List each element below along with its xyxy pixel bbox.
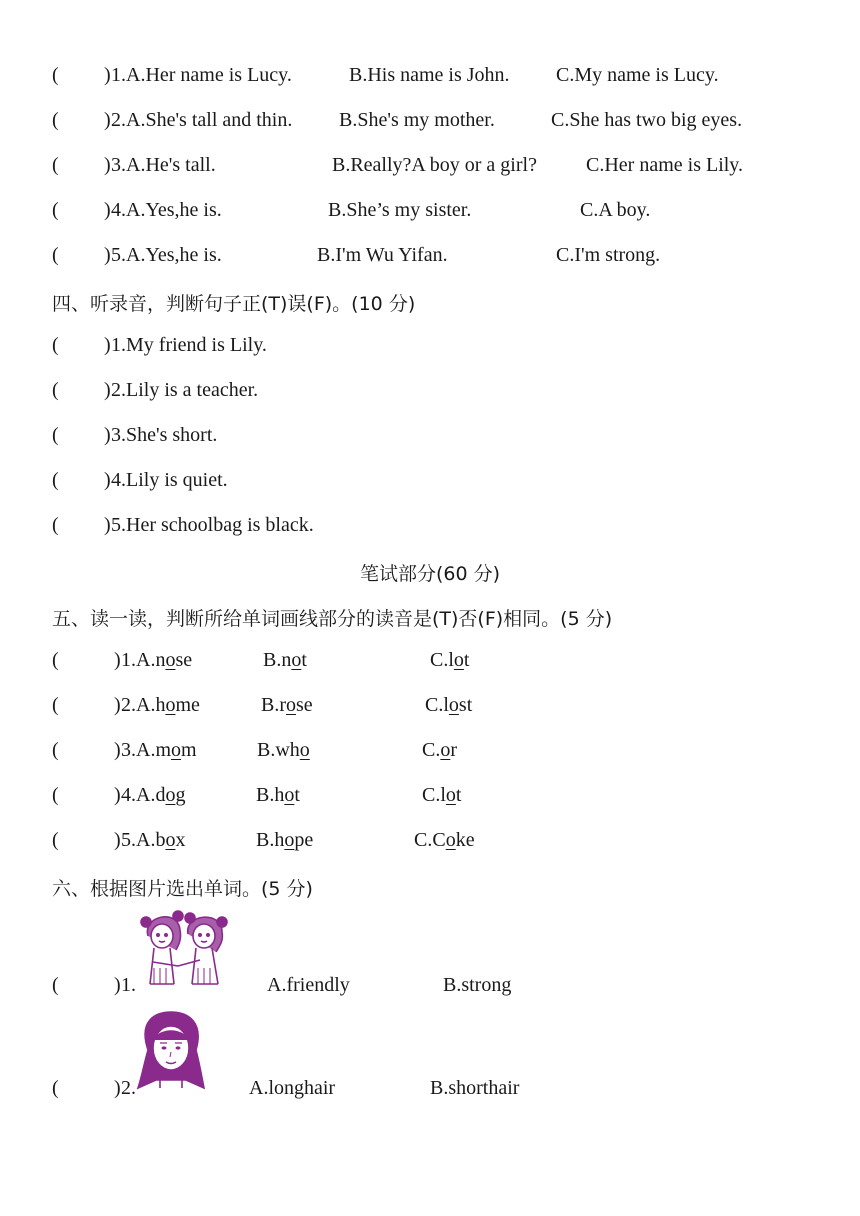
option-b: B.She’s my sister.	[328, 199, 472, 221]
answer-paren-close: )	[114, 1077, 121, 1099]
option-b: B.Really?A boy or a girl?	[332, 154, 537, 176]
word-b: B.hope	[256, 829, 314, 851]
option-c: C.She has two big eyes.	[551, 109, 743, 131]
word-c: C.lot	[430, 649, 470, 671]
answer-paren-open: (	[52, 1077, 59, 1099]
answer-paren-open: (	[52, 649, 59, 671]
answer-paren-close: )	[104, 109, 111, 131]
answer-paren-open: (	[52, 154, 59, 176]
answer-paren-close: )	[104, 469, 111, 491]
answer-paren-close: )	[114, 974, 121, 996]
word-b: B.hot	[256, 784, 300, 806]
option-a: 3.A.He's tall.	[111, 154, 216, 176]
word-c: C.or	[422, 739, 458, 761]
word-c: C.lost	[425, 694, 473, 716]
answer-paren-open: (	[52, 244, 59, 266]
section6-title: 六、根据图片选出单词。(5 分)	[52, 878, 313, 900]
word-a: 1.A.nose	[121, 649, 193, 671]
option-b: B.His name is John.	[349, 64, 510, 86]
answer-paren-open: (	[52, 199, 59, 221]
answer-paren-close: )	[114, 829, 121, 851]
word-b: B.not	[263, 649, 307, 671]
word-b: B.rose	[261, 694, 313, 716]
answer-paren-open: (	[52, 514, 59, 536]
question-number: 1.	[121, 974, 136, 996]
answer-paren-open: (	[52, 64, 59, 86]
word-c: C.lot	[422, 784, 462, 806]
written-part-title: 笔试部分(60 分)	[359, 563, 501, 585]
word-b: B.who	[257, 739, 310, 761]
answer-paren-open: (	[52, 829, 59, 851]
option-c: C.A boy.	[580, 199, 651, 221]
option-a: 5.A.Yes,he is.	[111, 244, 222, 266]
word-a: 2.A.home	[121, 694, 200, 716]
answer-paren-close: )	[104, 424, 111, 446]
answer-paren-close: )	[114, 649, 121, 671]
long-hair-girl-illustration	[136, 1010, 206, 1090]
option-b: B.strong	[443, 974, 512, 996]
option-a: A.longhair	[249, 1077, 336, 1099]
section4-title: 四、听录音，判断句子正(T)误(F)。(10 分)	[52, 293, 416, 315]
option-c: C.My name is Lucy.	[556, 64, 719, 86]
word-a: 3.A.mom	[121, 739, 197, 761]
answer-paren-close: )	[104, 334, 111, 356]
word-c: C.Coke	[414, 829, 475, 851]
answer-paren-open: (	[52, 974, 59, 996]
word-a: 4.A.dog	[121, 784, 186, 806]
option-b: B.shorthair	[430, 1077, 520, 1099]
word-a: 5.A.box	[121, 829, 186, 851]
option-c: C.I'm strong.	[556, 244, 661, 266]
answer-paren-close: )	[114, 739, 121, 761]
answer-paren-close: )	[104, 64, 111, 86]
statement: 4.Lily is quiet.	[111, 469, 228, 491]
two-friendly-girls-illustration	[138, 906, 230, 990]
statement: 2.Lily is a teacher.	[111, 379, 259, 401]
option-b: B.She's my mother.	[339, 109, 495, 131]
answer-paren-close: )	[104, 244, 111, 266]
answer-paren-close: )	[114, 694, 121, 716]
option-a: 1.A.Her name is Lucy.	[111, 64, 292, 86]
answer-paren-close: )	[104, 154, 111, 176]
answer-paren-close: )	[114, 784, 121, 806]
option-a: 4.A.Yes,he is.	[111, 199, 222, 221]
answer-paren-open: (	[52, 334, 59, 356]
statement: 3.She's short.	[111, 424, 218, 446]
section5-title: 五、读一读，判断所给单词画线部分的读音是(T)否(F)相同。(5 分)	[52, 608, 613, 630]
answer-paren-open: (	[52, 694, 59, 716]
option-a: 2.A.She's tall and thin.	[111, 109, 293, 131]
answer-paren-open: (	[52, 424, 59, 446]
answer-paren-open: (	[52, 469, 59, 491]
option-a: A.friendly	[267, 974, 350, 996]
statement: 1.My friend is Lily.	[111, 334, 267, 356]
answer-paren-open: (	[52, 379, 59, 401]
answer-paren-close: )	[104, 199, 111, 221]
answer-paren-open: (	[52, 739, 59, 761]
option-b: B.I'm Wu Yifan.	[317, 244, 448, 266]
answer-paren-close: )	[104, 379, 111, 401]
option-c: C.Her name is Lily.	[586, 154, 744, 176]
question-number: 2.	[121, 1077, 136, 1099]
answer-paren-open: (	[52, 109, 59, 131]
answer-paren-close: )	[104, 514, 111, 536]
answer-paren-open: (	[52, 784, 59, 806]
statement: 5.Her schoolbag is black.	[111, 514, 314, 536]
